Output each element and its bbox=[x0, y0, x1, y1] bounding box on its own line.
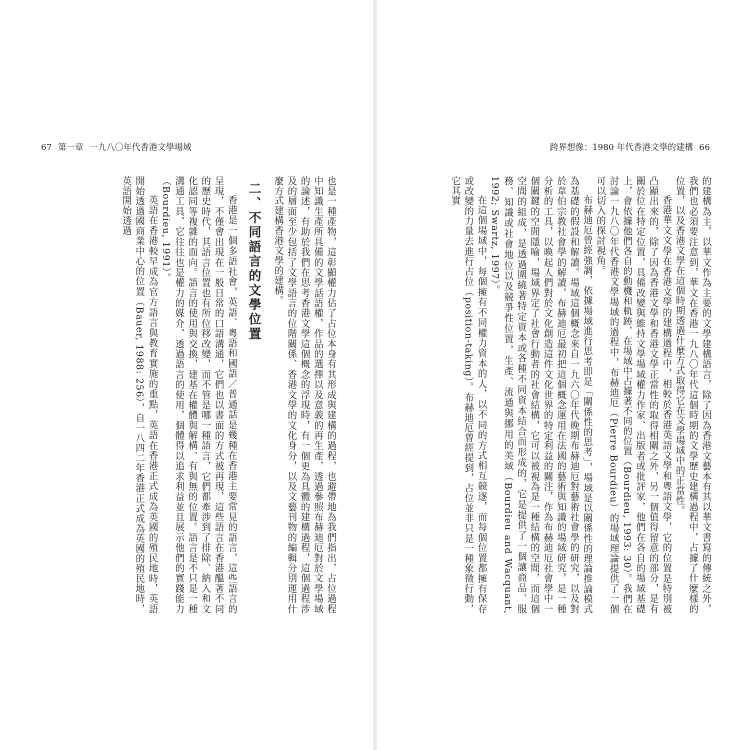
page-number: 67 bbox=[41, 143, 52, 153]
section-heading: 二、不同語言的文學位置 bbox=[246, 182, 262, 342]
chapter-label: 第一章 bbox=[57, 143, 84, 153]
paragraph: 英語在香港較早成為官方語言與教育實施的重點，英語在香港正式成為英國的殖民地時，英語開始透過國商業中心的位置（Bauer, 1988: 256），自一八四二年香港正式成為英國的殖民地時，英語開始透過 bbox=[120, 176, 158, 614]
right-text-block bbox=[414, 176, 712, 614]
page-number: 66 bbox=[699, 143, 710, 153]
chapter-title: 一九八〇年代香港文學場域 bbox=[89, 143, 192, 153]
paragraph: 也是一種產物，這彰顯權力佔了占位本身有其形成與建構的過程，也避帶地為我們指出，占位過程中知識生產所具備的文學話語權，作品的選擇以及意義的再生產，透過參照布赫迪厄對於文學場域的論述，有助於我們在思考香港文學這個概念的浮現時，有一個更為具體的建構過程，這個過程涉及的層面至少包括了文學語言的位階關係、香港文學的文化身分，以及文藝刊物的編輯分別運用什麼方式建構香港文學的建構。 bbox=[272, 176, 336, 614]
paragraph: 香港華文文學在香港文學的建構過程中，相較於香港英語文學和粵語文學，它的位置是特別被凸顯出來的，除了因為香港文學和香港文學正當性的取得相關之外，另一個值得留意的部分，是有關於位在特定位置，具備改變與維持文學場域權力作家、出版者或批評家，他們在各自的場域基礎上，會依據他們各自的動機和軌跡，在場域中占據著不同的位置（Bourdieu, 1993: 30）。我們在討論一九八〇年代香港文學場域的過程中，布赫迪厄（Pierre Bourdieu）的場域理論提供了一個可以切入的探討視角。 bbox=[594, 176, 672, 614]
running-head-left bbox=[41, 143, 191, 153]
paragraph: 的建構為主，以華文作為主要的文學建構語言，除了因為香港文藝本有其以華文書寫的傳統之外，我們也必須要注意到，華文在香港一九八〇年代這個時期的文學歷史建構過程中，占據了什麼樣的位置，以及香港文學在這個時期透過什麼方式取得它在文學場域中的正當性。 bbox=[673, 176, 711, 614]
paragraph: 在這個場域中，每個擁有不同權力資本的人，以不同的方式相互競逐，而每個位置都擁有保存或改變的力量去進行占位（position-taking）。布赫迪厄曾經提到，占位並非只是一種象徵行動，它其實 bbox=[449, 176, 487, 614]
paragraph: 香港是一個多語社會，英語、粵語和國語／普通話是幾種在香港主要常見的語言，這些語言的呈現，不僅會出現在一般日常的口語溝通，它們也以書面的方式被再現，這些語言在香港醞著不同的歷史時代，其語言位置也有所位移改變，而不管是哪一種語言，它們都牽涉到了排除、納入和文化認同等複雜的面向。語言的使用與交換，建基在權體與解構、有與無的位置。語言是不只是一種溝通工具，它往往也是權力的媒介，透過語言的使用，個體得以追求利益並且展示他們的實踐能力（Bourdieu, 1991）。 bbox=[159, 176, 237, 614]
left-text-block bbox=[37, 176, 337, 614]
running-title: 跨界想像：1980 年代香港文學的建構 bbox=[549, 143, 694, 153]
paragraph: 布赫迪厄曾經強調，依據場域進行思考即是「關係性的思考」，場域是以關係性的理論推論模式為基礎的假設和解讀。場域這個概念來自一九六〇年代晚期布赫迪厄對藝術社會學的研究，以及對於韋伯宗教社會學的解讀，布赫迪厄最初把這個概念運用在法國的藝術與知識的場域研究，是一種分析的工具，以喚起人們對於文化創造這件文化世界的特定利益的關注，作為布赫迪厄社會學中一個關鍵的空間隱喻，場域界定了社會行動者的社會結構，它可以被視為是一種結構的空間，而這個空間的組成，是透過圍繞著特定資本或各種不同資本結合而形成的，它是提供了一個讓商品、服務、知識或社會地位以及競爭性位置，生產、流通與挪用的美域（Bourdieu and Wacquant, 1992; Swartz, 1997）。 bbox=[488, 176, 593, 614]
running-head-right bbox=[550, 143, 710, 153]
right-page bbox=[375, 0, 750, 750]
